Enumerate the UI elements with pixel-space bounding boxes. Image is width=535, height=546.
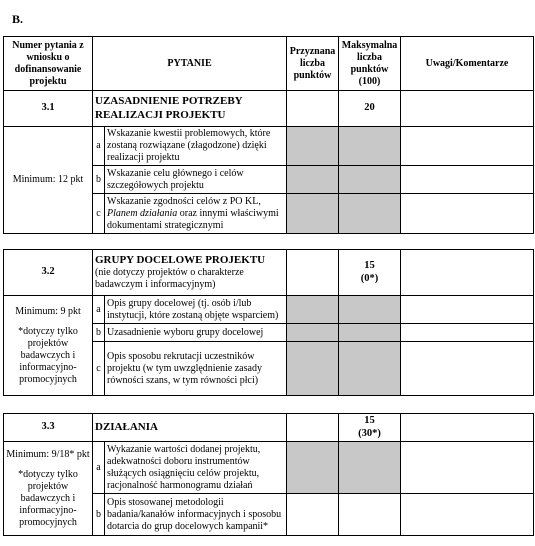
item-text-part: Wskazanie zgodności celów z PO KL, <box>107 195 261 207</box>
minimum-note: *dotyczy tylko projektów badawczych i informacyjno-promocyjnych <box>18 325 78 385</box>
max-points-cell <box>339 342 401 396</box>
item-text <box>105 194 287 234</box>
item-text: Wskazanie kwestii problemowych, które zostaną rozwiązane (złagodzone) dzięki realizacji projektu <box>105 127 287 166</box>
item-text: Uzasadnienie wyboru grupy docelowej <box>105 324 287 342</box>
section-row <box>4 91 534 127</box>
table-header-row <box>4 37 534 91</box>
minimum-note: *dotyczy tylko projektów badawczych i informacyjno-promocyjnych <box>18 468 78 528</box>
max-points-cell <box>339 296 401 324</box>
minimum-cell <box>4 296 93 396</box>
section-title: DZIAŁANIA <box>93 414 287 442</box>
max-points-cell <box>339 194 401 234</box>
section-title: GRUPY DOCELOWE PROJEKTU <box>95 253 266 266</box>
section-number: 3.3 <box>4 414 93 442</box>
section-number: 3.2 <box>4 250 93 296</box>
max-points-note: (30*) <box>358 427 381 439</box>
item-text: Wykazanie wartości dodanej projektu, adekwatności doboru instrumentów służących osiągnięciu celów projektu, racjonalność harmonogramu działań <box>105 442 287 494</box>
awarded-points-cell <box>287 127 339 166</box>
item-letter: a <box>93 442 105 494</box>
item-text-part: oraz innymi właściwymi dokumentami strategicznymi <box>107 207 279 231</box>
item-text: Opis grupy docelowej (tj. osób i/lub instytucji, które zostaną objęte wsparciem) <box>105 296 287 324</box>
max-points-cell <box>339 250 401 296</box>
scoring-table-3-3 <box>3 413 534 536</box>
section-row <box>4 414 534 442</box>
header-max-points: Maksymalna liczba punktów (100) <box>339 37 401 91</box>
awarded-points-cell <box>287 166 339 194</box>
comments-cell[interactable] <box>401 494 534 536</box>
section-title: UZASADNIENIE POTRZEBY REALIZACJI PROJEKTU <box>93 91 287 127</box>
item-letter: b <box>93 324 105 342</box>
awarded-points-cell <box>287 194 339 234</box>
section-row <box>4 250 534 296</box>
item-row <box>4 442 534 494</box>
item-letter: c <box>93 342 105 396</box>
awarded-points-cell[interactable] <box>287 414 339 442</box>
awarded-points-cell[interactable] <box>287 494 339 536</box>
item-text: Opis stosowanej metodologii badania/kanałów informacyjnych i sposobu dotarcia do grup docelowych kampanii* <box>105 494 287 536</box>
comments-cell[interactable] <box>401 324 534 342</box>
item-row <box>4 127 534 166</box>
awarded-points-cell <box>287 342 339 396</box>
item-letter: b <box>93 494 105 536</box>
section-number: 3.1 <box>4 91 93 127</box>
max-points: 15 <box>364 415 375 426</box>
header-awarded-points: Przyznana liczba punktów <box>287 37 339 91</box>
max-points-cell <box>339 442 401 494</box>
max-points-cell <box>339 324 401 342</box>
item-text: Opis sposobu rekrutacji uczestników projektu (w tym uwzględnienie zasady równości szans, w tym równości płci) <box>105 342 287 396</box>
minimum-points: Minimum: 9 pkt <box>15 305 81 317</box>
awarded-points-cell <box>287 442 339 494</box>
item-text-italic: Planem działania <box>107 207 178 219</box>
awarded-points-cell[interactable] <box>287 250 339 296</box>
scoring-table-3-2 <box>3 249 534 396</box>
comments-cell[interactable] <box>401 342 534 396</box>
minimum-cell <box>4 442 93 536</box>
header-comments: Uwagi/Komentarze <box>401 37 534 91</box>
comments-cell[interactable] <box>401 296 534 324</box>
max-points-cell <box>339 127 401 166</box>
header-question-number: Numer pytania z wniosku o dofinansowanie projektu <box>4 37 93 91</box>
comments-cell[interactable] <box>401 166 534 194</box>
minimum-points: Minimum: 12 pkt <box>4 127 93 234</box>
max-points-cell <box>339 166 401 194</box>
item-text: Wskazanie celu głównego i celów szczegółowych projektu <box>105 166 287 194</box>
header-question: PYTANIE <box>93 37 287 91</box>
section-title-cell <box>93 250 287 296</box>
comments-cell[interactable] <box>401 194 534 234</box>
awarded-points-cell <box>287 296 339 324</box>
section-note: (nie dotyczy projektów o charakterze badawczym i informacyjnym) <box>95 267 244 291</box>
item-letter: c <box>93 194 105 234</box>
max-points-cell <box>339 494 401 536</box>
comments-cell[interactable] <box>401 91 534 127</box>
scoring-table-3-1 <box>3 36 534 234</box>
item-letter: a <box>93 127 105 166</box>
comments-cell[interactable] <box>401 414 534 442</box>
max-points: 20 <box>339 91 401 127</box>
max-points-cell <box>339 414 401 442</box>
max-points: 15 <box>364 259 375 271</box>
awarded-points-cell <box>287 324 339 342</box>
comments-cell[interactable] <box>401 127 534 166</box>
max-points-note: (0*) <box>360 272 379 284</box>
item-row <box>4 296 534 324</box>
item-letter: b <box>93 166 105 194</box>
comments-cell[interactable] <box>401 442 534 494</box>
minimum-points: Minimum: 9/18* pkt <box>6 448 90 460</box>
section-letter: B. <box>12 12 24 26</box>
comments-cell[interactable] <box>401 250 534 296</box>
awarded-points-cell[interactable] <box>287 91 339 127</box>
item-letter: a <box>93 296 105 324</box>
